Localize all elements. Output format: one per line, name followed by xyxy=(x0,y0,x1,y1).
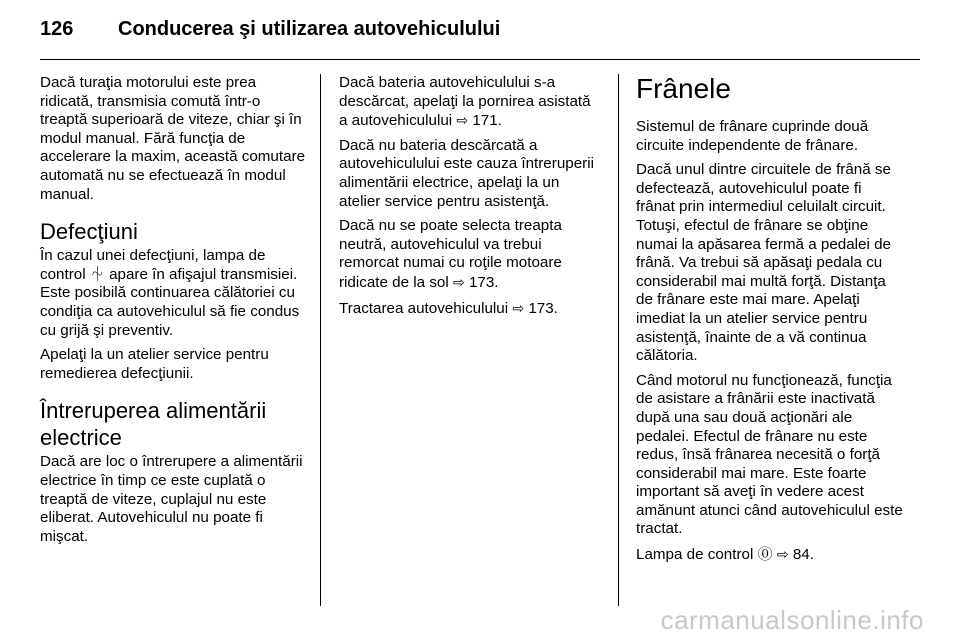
power-cause-paragraph: Dacă nu bateria descărcată a autovehiculului este cauza întreruperii alimentării electrice, apelaţi la un atelier service pentru asistenţă. xyxy=(339,136,594,210)
page-number: 126 xyxy=(40,18,74,40)
page-ref-link[interactable]: 84. xyxy=(792,546,814,564)
towing-paragraph xyxy=(339,299,603,319)
transmission-warning-icon: ⏆ xyxy=(89,265,105,283)
page-ref-icon: ⇨ xyxy=(456,112,469,129)
page-ref-icon: ⇨ xyxy=(776,546,789,563)
power-interruption-heading: Întreruperea alimentării electrice xyxy=(40,398,267,451)
brake-warning-icon: ⓪ xyxy=(757,546,773,564)
brake-lamp-paragraph xyxy=(636,545,904,565)
battery-paragraph xyxy=(339,74,603,131)
column-right xyxy=(636,72,904,571)
power-interruption-paragraph: Dacă are loc o întrerupere a alimentării electrice în timp ce este cuplată o treaptă de viteze, cuplajul nu este eliberat. Autovehiculul nu poate fi mişcat. xyxy=(40,453,303,545)
defects-text-a: În cazul unei defecţiuni, lampa de control xyxy=(40,247,266,283)
watermark: carmanualsonline.info xyxy=(660,605,924,635)
page-header xyxy=(40,18,920,48)
defects-heading: Defecţiuni xyxy=(40,219,138,245)
brakes-circuits-paragraph: Sistemul de frânare cuprinde două circuite independente de frânare. xyxy=(636,118,869,154)
defects-service-paragraph: Apelaţi la un atelier service pentru remedierea defecţiunii. xyxy=(40,346,269,382)
defects-paragraph xyxy=(40,247,308,340)
neutral-paragraph xyxy=(339,217,603,292)
page-ref-link[interactable]: 173. xyxy=(468,273,499,291)
column-divider xyxy=(618,74,619,606)
battery-text: Dacă bateria autovehiculului s-a descărcat, apelaţi la pornirea asistată a autovehiculului xyxy=(339,74,591,130)
brakes-engine-off-paragraph: Când motorul nu funcţionează, funcţia de asistare a frânării este inactivată după una sau două acţionări ale pedalei. Efectul de frânare nu este redus, însă frânarea necesită o forţă considerabil mai mare. Este foarte important să aveţi în vedere acest amănunt atunci când autovehiculul este tractat. xyxy=(636,371,903,538)
brakes-heading: Frânele xyxy=(636,73,731,104)
towing-text: Tractarea autovehiculului xyxy=(339,299,509,317)
column-left xyxy=(40,74,308,552)
intro-paragraph: Dacă turaţia motorului este prea ridicată, transmisia comută într-o treaptă superioară de viteze, chiar şi în modul manual. Fără funcţia de accelerare la maxim, această comutare automată nu se efectuează în modul manual. xyxy=(40,74,306,203)
neutral-text: Dacă nu se poate selecta treapta neutră, autovehiculul va trebui remorcat numai cu roţile motoare ridicate de la sol xyxy=(339,217,562,291)
column-middle xyxy=(339,74,603,324)
brakes-failure-paragraph: Dacă unul dintre circuitele de frână se defectează, autovehiculul poate fi frânat prin intermediul celuilalt circuit. Totuşi, efectul de frânare se obţine numai la apăsarea fermă a pedalei de frână. Va trebui să apăsaţi pedala cu considerabil mai multă forţă. Distanţa de frânare este mai mare. Apelaţi imediat la un atelier service pentru asistenţă, înainte de a vă continua călătoria. xyxy=(636,161,891,365)
page-ref-link[interactable]: 173. xyxy=(528,299,558,317)
defects-text-b: apare în afişajul transmisiei. Este posibilă continuarea călătoriei cu condiţia ca autovehiculul să fie condus cu grijă şi preventiv. xyxy=(40,265,300,339)
header-rule xyxy=(40,59,920,60)
column-divider xyxy=(320,74,321,606)
brake-lamp-text: Lampa de control xyxy=(636,546,754,564)
chapter-title: Conducerea şi utilizarea autovehiculului xyxy=(118,18,501,40)
page-ref-icon: ⇨ xyxy=(452,273,465,290)
page-ref-link[interactable]: 171. xyxy=(472,112,502,130)
page-ref-icon: ⇨ xyxy=(512,299,525,316)
